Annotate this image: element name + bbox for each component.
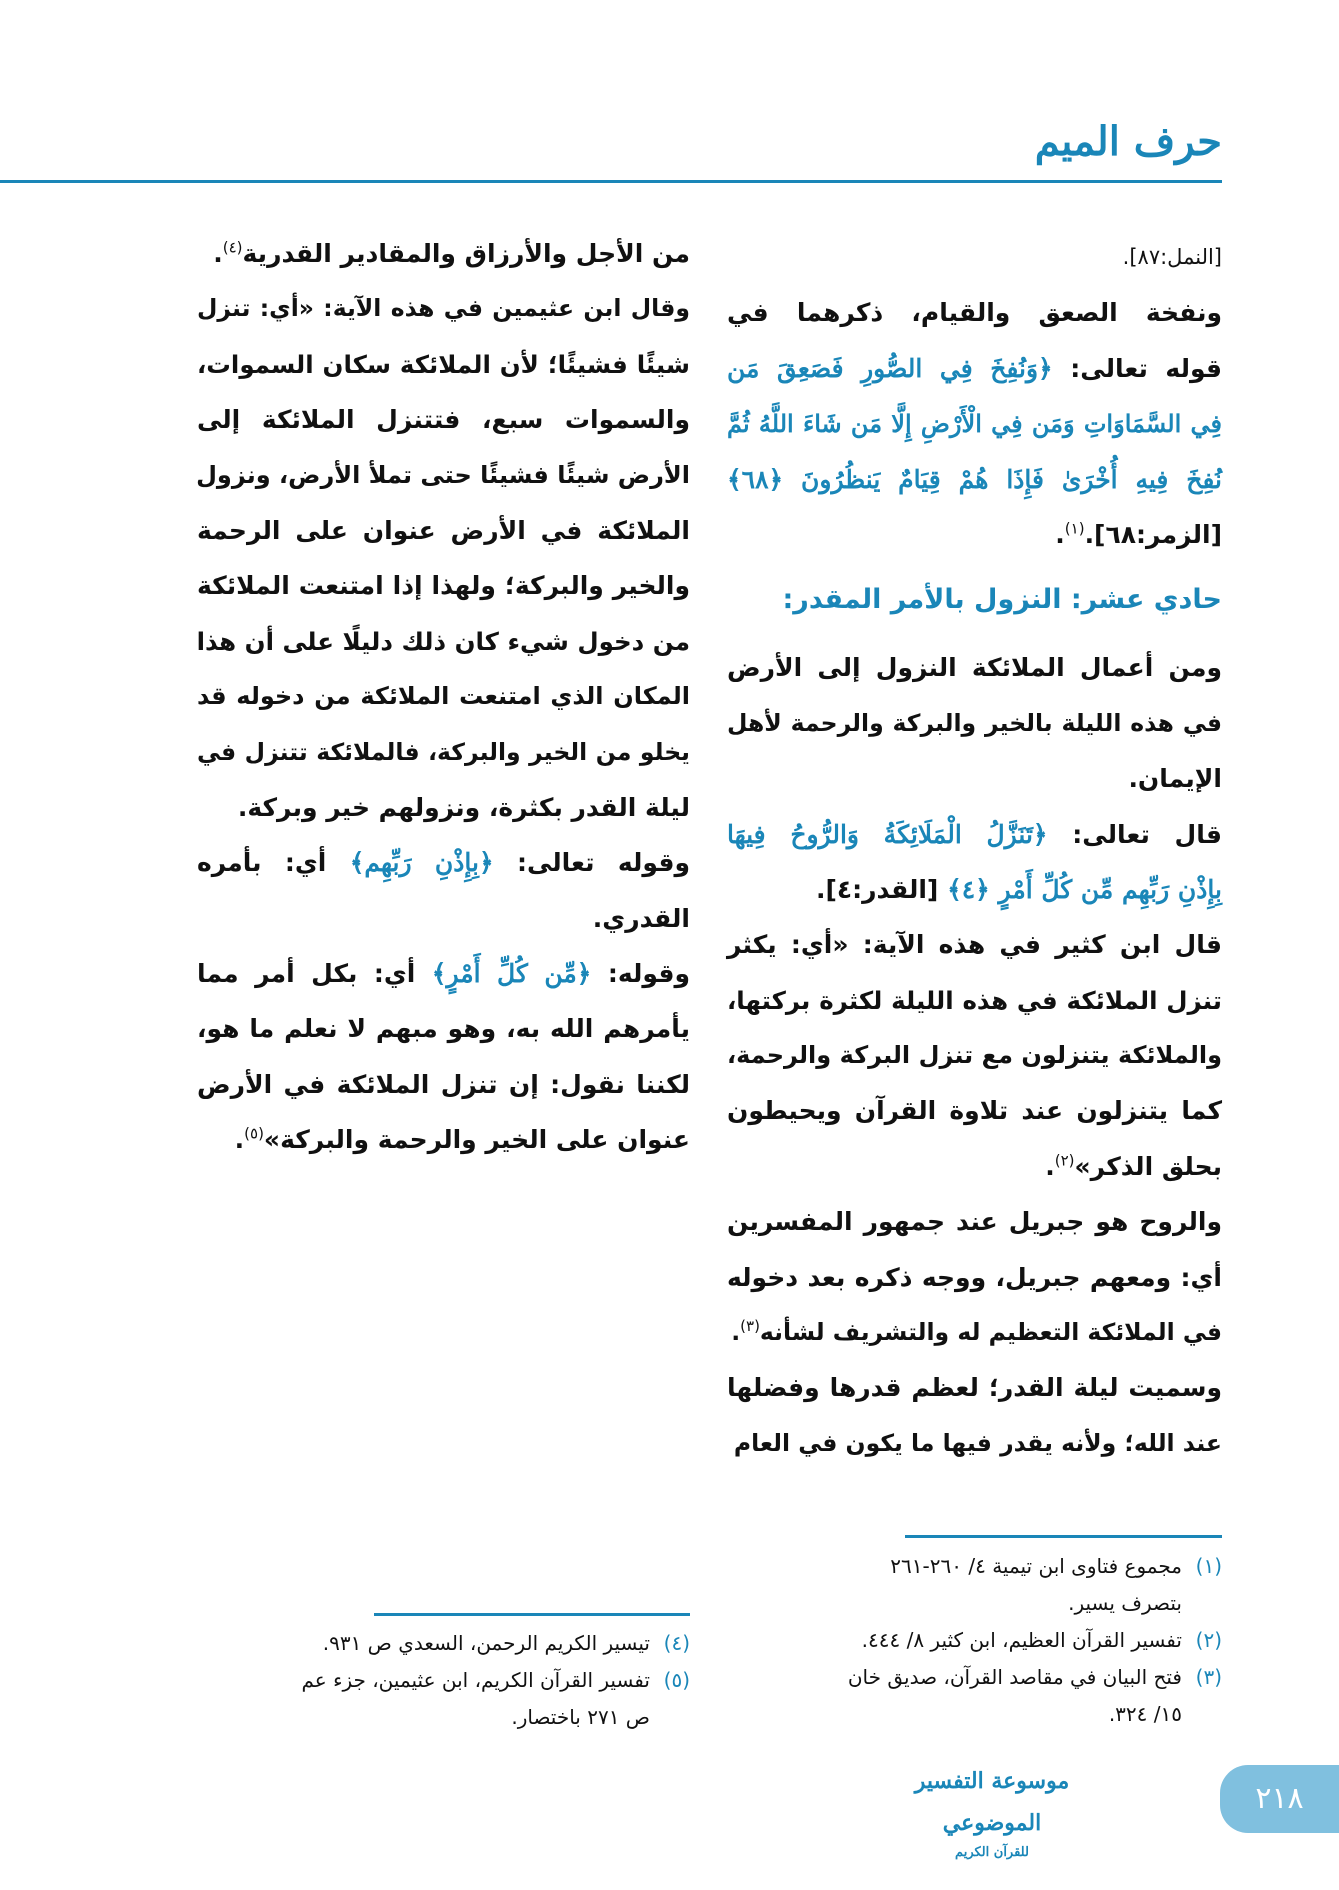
footnote-text: بتصرف يسير. <box>1068 1591 1182 1615</box>
quran-verse: ﴿وَنُفِخَ فِي الصُّورِ فَصَعِقَ مَن <box>727 353 1053 383</box>
text-segment: من الأجل والأرزاق والمقادير القدرية <box>242 239 690 268</box>
text-line <box>197 558 690 613</box>
page-number: ٢١٨ <box>1220 1765 1339 1833</box>
text-line <box>197 337 690 392</box>
text-line <box>197 448 690 503</box>
logo-title: موسوعة التفسير الموضوعي <box>914 1768 1070 1836</box>
text-line <box>727 640 1222 695</box>
text-segment: قوله تعالى: <box>1052 353 1223 383</box>
text-line <box>197 503 690 558</box>
footnote-line <box>197 1625 690 1662</box>
text-line <box>727 1360 1222 1415</box>
footnote-number: (٤) <box>663 1631 690 1655</box>
text-segment: . <box>1045 1151 1055 1181</box>
text-line <box>727 507 1222 562</box>
footnote-text: مجموع فتاوى ابن تيمية ٤/ ٢٦٠-٢٦١ <box>890 1554 1182 1578</box>
text-segment: والخير والبركة؛ ولهذا إذا امتنعت الملائكة <box>197 571 690 601</box>
text-line <box>197 669 690 724</box>
chapter-title: حرف الميم <box>1034 118 1222 165</box>
text-line <box>727 1194 1222 1249</box>
text-line <box>727 230 1222 285</box>
text-segment: والملائكة يتنزلون مع تنزل البركة والرحمة، <box>727 1041 1222 1070</box>
footnote-line <box>727 1585 1222 1622</box>
text-segment: لكننا نقول: إن تنزل الملائكة في الأرض <box>197 1069 690 1099</box>
text-segment: . <box>213 239 223 268</box>
footnote-text: تفسير القرآن الكريم، ابن عثيمين، جزء عم <box>301 1668 650 1692</box>
footnote-number: (٢) <box>1195 1628 1222 1652</box>
text-line <box>727 1250 1222 1305</box>
text-segment: . <box>234 1125 245 1155</box>
footnote-text: ١٥/ ٣٢٤. <box>1108 1702 1182 1726</box>
footnote-ref[interactable]: (١) <box>1064 519 1085 538</box>
footnote-line <box>197 1662 690 1699</box>
text-segment: أي: بأمره <box>197 848 350 878</box>
footnote-number: (١) <box>1195 1554 1222 1578</box>
footnote-line <box>727 1696 1222 1733</box>
footnote-ref[interactable]: (٤) <box>222 238 243 257</box>
text-segment: وسميت ليلة القدر؛ لعظم قدرها وفضلها <box>727 1373 1222 1403</box>
footnotes-right <box>727 1548 1222 1733</box>
footnote-text: تفسير القرآن العظيم، ابن كثير ٨/ ٤٤٤. <box>861 1628 1182 1652</box>
encyclopedia-logo <box>892 1760 1092 1860</box>
text-segment: قال ابن كثير في هذه الآية: «أي: يكثر <box>727 930 1222 960</box>
quran-verse: نُفِخَ فِيهِ أُخْرَىٰ فَإِذَا هُمْ قِيَامٌ يَنظُرُونَ ﴿٦٨﴾ <box>727 464 1222 494</box>
text-line <box>197 614 690 669</box>
text-segment: عند الله؛ ولأنه يقدر فيها ما يكون في العام <box>733 1428 1222 1457</box>
text-line <box>197 1057 690 1112</box>
text-segment: يأمرهم الله به، وهو مبهم لا نعلم ما هو، <box>197 1014 690 1044</box>
quran-verse: بِإِذْنِ رَبِّهِم مِّن كُلِّ أَمْرٍ ﴿٤﴾ <box>947 874 1222 904</box>
text-line <box>197 946 690 1001</box>
text-segment: . <box>1055 519 1065 549</box>
text-segment: يخلو من الخير والبركة، فالملائكة تتنزل في <box>197 737 690 766</box>
footnote-ref[interactable]: (٢) <box>1054 1151 1075 1170</box>
right-text-column <box>727 230 1222 1471</box>
text-line <box>197 1112 690 1167</box>
text-segment: أي: بكل أمر مما <box>197 959 432 989</box>
text-line <box>727 452 1222 507</box>
text-segment: من دخول شيء كان ذلك دليلًا على أن هذا <box>196 626 690 656</box>
text-line <box>197 392 690 447</box>
section-heading <box>727 562 1222 640</box>
text-line <box>727 341 1222 396</box>
text-line <box>197 725 690 780</box>
text-segment: وقوله: <box>591 959 690 989</box>
footnote-text: تيسير الكريم الرحمن، السعدي ص ٩٣١. <box>322 1631 650 1655</box>
quran-verse: ﴿تَنَزَّلُ الْمَلَائِكَةُ وَالرُّوحُ فِيهَا <box>727 819 1048 849</box>
text-line <box>197 835 690 890</box>
text-segment: وقوله تعالى: <box>493 848 690 878</box>
footnote-number: (٥) <box>663 1668 690 1692</box>
text-line <box>197 281 690 336</box>
text-segment: ونفخة الصعق والقيام، ذكرهما في <box>727 298 1222 328</box>
text-line <box>727 1139 1222 1194</box>
text-line <box>727 1083 1222 1138</box>
text-line <box>727 807 1222 862</box>
footnote-line <box>727 1548 1222 1585</box>
text-line <box>727 862 1222 917</box>
text-line <box>727 696 1222 751</box>
footnote-ref[interactable]: (٥) <box>244 1124 264 1143</box>
quran-verse: فِي السَّمَاوَاتِ وَمَن فِي الْأَرْضِ إِلَّا مَن شَاءَ اللَّهُ ثُمَّ <box>727 409 1222 439</box>
text-segment: ومن أعمال الملائكة النزول إلى الأرض <box>727 653 1222 683</box>
text-segment: شيئًا فشيئًا؛ لأن الملائكة سكان السموات، <box>197 349 690 379</box>
text-segment: بحلق الذكر» <box>1074 1151 1222 1181</box>
text-line <box>727 1305 1222 1360</box>
left-text-column <box>197 226 690 1168</box>
text-segment: الملائكة في الأرض عنوان على الرحمة <box>197 515 690 545</box>
text-segment: المكان الذي امتنعت الملائكة من دخوله قد <box>197 682 690 711</box>
text-line <box>197 1001 690 1056</box>
quran-verse: ﴿مِّن كُلِّ أَمْرٍ﴾ <box>431 959 592 989</box>
text-segment: كما يتنزلون عند تلاوة القرآن ويحيطون <box>727 1096 1222 1126</box>
text-line <box>197 226 690 281</box>
text-line <box>727 1028 1222 1083</box>
text-segment: والسموات سبع، فتتنزل الملائكة إلى <box>197 405 690 435</box>
text-segment: تنزل الملائكة في هذه الليلة لكثرة بركتها، <box>727 985 1222 1015</box>
footnotes-left <box>197 1625 690 1736</box>
text-line <box>727 917 1222 972</box>
logo-subtitle: للقرآن الكريم <box>955 1845 1029 1860</box>
text-segment: [الزمر:٦٨]. <box>1084 519 1222 549</box>
footnote-text: فتح البيان في مقاصد القرآن، صديق خان <box>847 1665 1182 1689</box>
footnote-line <box>197 1699 690 1736</box>
text-segment: والروح هو جبريل عند جمهور المفسرين <box>727 1207 1222 1237</box>
footnote-divider-right <box>905 1535 1222 1538</box>
footnote-line <box>727 1659 1222 1696</box>
text-segment: وقال ابن عثيمين في هذه الآية: «أي: تنزل <box>197 294 690 323</box>
footnote-number: (٣) <box>1195 1665 1222 1689</box>
text-line <box>197 891 690 946</box>
text-segment: الإيمان. <box>1128 764 1222 794</box>
text-segment: [القدر:٤]. <box>815 874 948 904</box>
text-segment: [النمل:٨٧]. <box>1122 245 1222 269</box>
text-segment: في الملائكة التعظيم له والتشريف لشأنه <box>759 1318 1222 1347</box>
text-segment: ليلة القدر بكثرة، ونزولهم خير وبركة. <box>237 792 690 822</box>
footnote-ref[interactable]: (٣) <box>740 1317 760 1336</box>
text-segment: قال تعالى: <box>1047 819 1222 849</box>
text-segment: حادي عشر: النزول بالأمر المقدر: <box>782 584 1222 616</box>
text-segment: في هذه الليلة بالخير والبركة والرحمة لأهل <box>727 708 1222 737</box>
text-line <box>197 780 690 835</box>
header-divider <box>0 180 1222 183</box>
footnote-line <box>727 1622 1222 1659</box>
footnote-text: ص ٢٧١ باختصار. <box>511 1705 650 1729</box>
text-segment: الأرض شيئًا فشيئًا حتى تملأ الأرض، ونزول <box>196 460 690 489</box>
text-line <box>727 751 1222 806</box>
text-segment: القدري. <box>592 903 690 933</box>
footnote-divider-left <box>374 1613 690 1616</box>
text-segment: أي: ومعهم جبريل، ووجه ذكره بعد دخوله <box>727 1262 1222 1292</box>
text-segment: عنوان على الخير والرحمة والبركة» <box>263 1125 690 1155</box>
text-line <box>727 973 1222 1028</box>
text-line <box>727 396 1222 451</box>
text-line <box>727 285 1222 340</box>
text-line <box>727 1416 1222 1471</box>
text-segment: . <box>731 1318 741 1347</box>
quran-verse: ﴿بِإِذْنِ رَبِّهِم﴾ <box>349 848 494 878</box>
